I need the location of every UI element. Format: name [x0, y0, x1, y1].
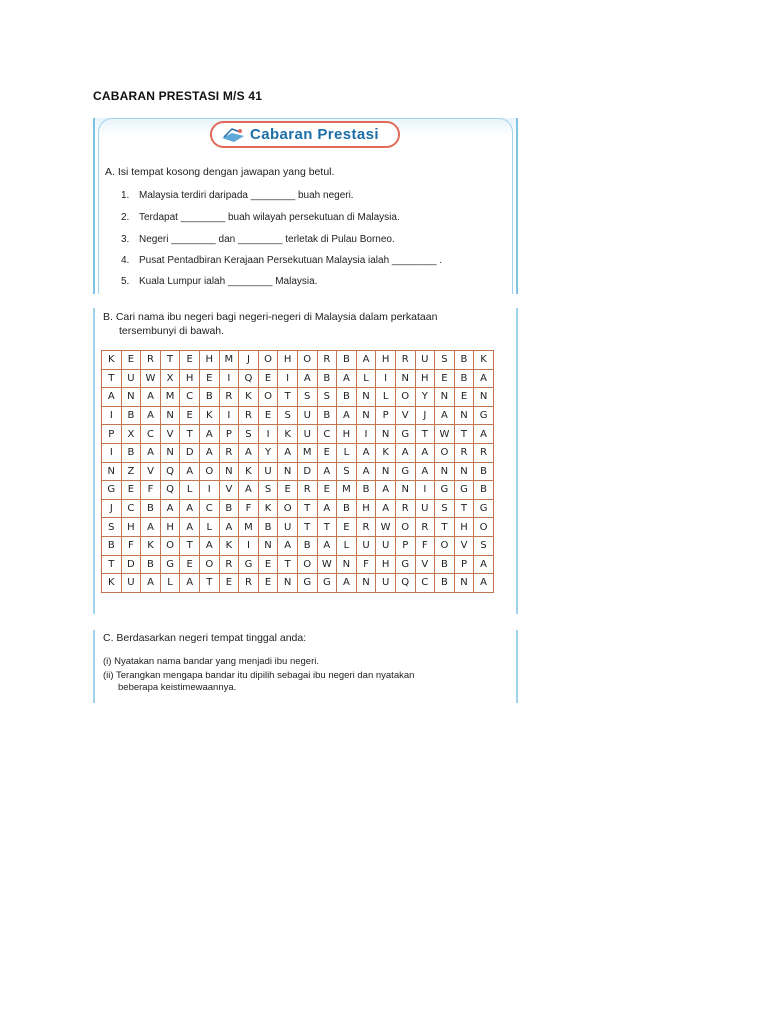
grid-cell: K	[239, 388, 259, 407]
grid-cell: G	[297, 574, 317, 593]
grid-cell: B	[454, 369, 474, 388]
grid-cell: M	[160, 388, 180, 407]
grid-cell: T	[199, 574, 219, 593]
grid-cell: U	[297, 425, 317, 444]
grid-cell: J	[102, 499, 122, 518]
grid-cell: M	[219, 351, 239, 370]
grid-cell: T	[454, 499, 474, 518]
grid-cell: T	[160, 351, 180, 370]
grid-cell: N	[376, 462, 396, 481]
grid-cell: B	[317, 406, 337, 425]
grid-cell: E	[337, 518, 357, 537]
grid-cell: E	[219, 574, 239, 593]
grid-cell: K	[102, 574, 122, 593]
grid-cell: W	[141, 369, 161, 388]
grid-cell: V	[415, 555, 435, 574]
grid-cell: A	[180, 518, 200, 537]
grid-cell: B	[258, 518, 278, 537]
grid-cell: E	[258, 369, 278, 388]
worksheet-scan	[93, 118, 518, 703]
section-a-panel	[93, 118, 518, 294]
grid-cell: B	[121, 406, 141, 425]
grid-cell: E	[199, 369, 219, 388]
grid-cell: D	[121, 555, 141, 574]
grid-cell: A	[356, 351, 376, 370]
grid-cell: T	[317, 518, 337, 537]
grid-cell: B	[337, 351, 357, 370]
grid-cell: E	[435, 369, 455, 388]
grid-cell: J	[415, 406, 435, 425]
grid-cell: A	[297, 369, 317, 388]
grid-row	[102, 481, 494, 500]
grid-cell: A	[180, 499, 200, 518]
grid-row	[102, 388, 494, 407]
grid-cell: N	[474, 388, 494, 407]
grid-cell: K	[141, 536, 161, 555]
grid-cell: P	[395, 536, 415, 555]
grid-cell: A	[239, 443, 259, 462]
grid-cell: A	[141, 443, 161, 462]
grid-cell: N	[395, 369, 415, 388]
grid-cell: H	[376, 555, 396, 574]
grid-cell: R	[356, 518, 376, 537]
grid-cell: K	[219, 536, 239, 555]
grid-cell: S	[435, 351, 455, 370]
grid-cell: A	[180, 574, 200, 593]
grid-cell: I	[199, 481, 219, 500]
grid-cell: V	[454, 536, 474, 555]
grid-cell: A	[356, 462, 376, 481]
grid-cell: R	[239, 406, 259, 425]
grid-cell: X	[160, 369, 180, 388]
grid-cell: B	[454, 351, 474, 370]
grid-cell: K	[102, 351, 122, 370]
grid-cell: A	[435, 406, 455, 425]
section-c-item-2-line2: beberapa keistimewaannya.	[118, 682, 237, 693]
grid-cell: I	[278, 369, 298, 388]
grid-row	[102, 425, 494, 444]
grid-cell: U	[376, 536, 396, 555]
grid-cell: A	[415, 443, 435, 462]
grid-cell: T	[435, 518, 455, 537]
grid-cell: F	[356, 555, 376, 574]
grid-row	[102, 462, 494, 481]
grid-cell: T	[102, 555, 122, 574]
grid-cell: B	[337, 388, 357, 407]
grid-cell: S	[317, 388, 337, 407]
grid-cell: O	[297, 555, 317, 574]
grid-cell: O	[395, 518, 415, 537]
grid-cell: S	[258, 481, 278, 500]
grid-cell: H	[199, 351, 219, 370]
grid-cell: V	[395, 406, 415, 425]
grid-cell: A	[337, 369, 357, 388]
grid-cell: U	[258, 462, 278, 481]
grid-cell: F	[141, 481, 161, 500]
grid-cell: O	[258, 351, 278, 370]
grid-cell: G	[102, 481, 122, 500]
grid-cell: G	[474, 406, 494, 425]
grid-cell: R	[141, 351, 161, 370]
grid-cell: T	[102, 369, 122, 388]
grid-cell: L	[160, 574, 180, 593]
grid-cell: U	[415, 499, 435, 518]
grid-cell: A	[474, 555, 494, 574]
grid-cell: N	[219, 462, 239, 481]
grid-cell: A	[415, 462, 435, 481]
grid-cell: N	[454, 406, 474, 425]
grid-cell: A	[239, 481, 259, 500]
grid-cell: A	[474, 425, 494, 444]
grid-cell: W	[317, 555, 337, 574]
grid-cell: O	[435, 536, 455, 555]
grid-cell: N	[121, 388, 141, 407]
grid-cell: A	[376, 481, 396, 500]
grid-cell: B	[102, 536, 122, 555]
grid-cell: A	[141, 518, 161, 537]
grid-cell: C	[180, 388, 200, 407]
grid-row	[102, 351, 494, 370]
grid-cell: X	[121, 425, 141, 444]
grid-cell: L	[337, 536, 357, 555]
grid-cell: R	[395, 351, 415, 370]
grid-cell: B	[337, 499, 357, 518]
grid-cell: J	[239, 351, 259, 370]
grid-cell: I	[239, 536, 259, 555]
grid-cell: P	[454, 555, 474, 574]
grid-row	[102, 443, 494, 462]
grid-cell: E	[121, 351, 141, 370]
grid-cell: B	[141, 499, 161, 518]
grid-cell: G	[395, 425, 415, 444]
grid-cell: A	[160, 499, 180, 518]
grid-cell: D	[180, 443, 200, 462]
grid-cell: B	[474, 462, 494, 481]
grid-cell: R	[239, 574, 259, 593]
question-2: 2. Terdapat ________ buah wilayah persekutuan di Malaysia.	[121, 212, 400, 223]
grid-cell: N	[454, 574, 474, 593]
section-b-title-line2: tersembunyi di bawah.	[119, 325, 225, 337]
grid-cell: A	[474, 574, 494, 593]
grid-cell: T	[454, 425, 474, 444]
grid-cell: R	[219, 388, 239, 407]
section-b-panel	[93, 308, 518, 614]
grid-cell: A	[219, 518, 239, 537]
grid-cell: V	[141, 462, 161, 481]
grid-cell: U	[297, 406, 317, 425]
grid-cell: K	[376, 443, 396, 462]
grid-cell: P	[219, 425, 239, 444]
grid-cell: E	[317, 443, 337, 462]
grid-cell: Q	[160, 462, 180, 481]
grid-cell: R	[317, 351, 337, 370]
grid-cell: B	[435, 574, 455, 593]
grid-cell: L	[337, 443, 357, 462]
grid-cell: N	[356, 388, 376, 407]
grid-cell: R	[454, 443, 474, 462]
grid-cell: W	[435, 425, 455, 444]
grid-cell: N	[435, 388, 455, 407]
grid-cell: I	[102, 443, 122, 462]
grid-cell: K	[474, 351, 494, 370]
grid-cell: I	[219, 406, 239, 425]
grid-row	[102, 574, 494, 593]
grid-cell: E	[258, 574, 278, 593]
grid-cell: W	[376, 518, 396, 537]
grid-cell: Q	[395, 574, 415, 593]
grid-cell: A	[278, 443, 298, 462]
grid-cell: L	[356, 369, 376, 388]
grid-cell: F	[121, 536, 141, 555]
grid-cell: R	[474, 443, 494, 462]
grid-cell: Q	[239, 369, 259, 388]
section-a-title: A. Isi tempat kosong dengan jawapan yang betul.	[105, 166, 335, 178]
grid-cell: A	[474, 369, 494, 388]
grid-cell: M	[337, 481, 357, 500]
grid-cell: N	[376, 425, 396, 444]
grid-cell: K	[239, 462, 259, 481]
grid-cell: Q	[160, 481, 180, 500]
grid-cell: O	[160, 536, 180, 555]
grid-cell: U	[356, 536, 376, 555]
grid-cell: N	[160, 406, 180, 425]
grid-cell: R	[219, 443, 239, 462]
grid-cell: A	[317, 462, 337, 481]
grid-cell: U	[376, 574, 396, 593]
grid-cell: A	[317, 536, 337, 555]
question-1: 1. Malaysia terdiri daripada ________ buah negeri.	[121, 190, 354, 201]
grid-cell: U	[278, 518, 298, 537]
grid-cell: O	[297, 351, 317, 370]
grid-row	[102, 499, 494, 518]
grid-cell: A	[317, 499, 337, 518]
grid-cell: K	[199, 406, 219, 425]
grid-cell: A	[102, 388, 122, 407]
grid-cell: A	[141, 388, 161, 407]
grid-cell: E	[121, 481, 141, 500]
grid-cell: R	[415, 518, 435, 537]
grid-cell: N	[160, 443, 180, 462]
grid-cell: S	[435, 499, 455, 518]
grid-cell: E	[258, 555, 278, 574]
grid-cell: Z	[121, 462, 141, 481]
grid-cell: O	[474, 518, 494, 537]
question-3: 3. Negeri ________ dan ________ terletak di Pulau Borneo.	[121, 234, 395, 245]
section-c-item-2-line1: (ii) Terangkan mengapa bandar itu dipilih sebagai ibu negeri dan nyatakan	[103, 670, 415, 681]
banner	[210, 121, 400, 148]
grid-cell: E	[454, 388, 474, 407]
grid-cell: N	[278, 574, 298, 593]
grid-cell: G	[317, 574, 337, 593]
grid-cell: N	[337, 555, 357, 574]
grid-cell: H	[337, 425, 357, 444]
grid-cell: A	[356, 443, 376, 462]
grid-cell: L	[199, 518, 219, 537]
section-b-title-line1: B. Cari nama ibu negeri bagi negeri-negeri di Malaysia dalam perkataan	[103, 311, 438, 323]
document-heading: CABARAN PRESTASI M/S 41	[93, 89, 263, 103]
grid-cell: V	[160, 425, 180, 444]
grid-row	[102, 406, 494, 425]
grid-cell: N	[356, 406, 376, 425]
grid-cell: N	[356, 574, 376, 593]
word-search-grid	[101, 350, 494, 593]
grid-cell: H	[356, 499, 376, 518]
grid-cell: N	[435, 462, 455, 481]
grid-cell: L	[376, 388, 396, 407]
section-c-title: C. Berdasarkan negeri tempat tinggal anda:	[103, 632, 307, 644]
grid-cell: Y	[258, 443, 278, 462]
banner-title: Cabaran Prestasi	[250, 126, 379, 143]
grid-cell: N	[278, 462, 298, 481]
grid-cell: N	[395, 481, 415, 500]
grid-cell: A	[278, 536, 298, 555]
grid-cell: S	[239, 425, 259, 444]
grid-row	[102, 536, 494, 555]
grid-cell: T	[180, 536, 200, 555]
grid-cell: B	[199, 388, 219, 407]
grid-cell: H	[180, 369, 200, 388]
grid-cell: E	[180, 351, 200, 370]
grid-cell: T	[297, 518, 317, 537]
grid-cell: I	[219, 369, 239, 388]
grid-cell: G	[435, 481, 455, 500]
grid-cell: A	[395, 443, 415, 462]
grid-cell: S	[474, 536, 494, 555]
grid-cell: T	[415, 425, 435, 444]
grid-cell: I	[356, 425, 376, 444]
grid-cell: U	[415, 351, 435, 370]
grid-cell: B	[141, 555, 161, 574]
grid-cell: A	[337, 406, 357, 425]
section-c-panel	[93, 630, 518, 703]
grid-cell: O	[199, 462, 219, 481]
grid-cell: N	[258, 536, 278, 555]
grid-cell: A	[337, 574, 357, 593]
grid-cell: P	[376, 406, 396, 425]
grid-cell: H	[454, 518, 474, 537]
grid-cell: G	[395, 462, 415, 481]
grid-cell: M	[239, 518, 259, 537]
grid-cell: E	[180, 406, 200, 425]
grid-cell: V	[219, 481, 239, 500]
grid-cell: E	[180, 555, 200, 574]
grid-cell: T	[297, 499, 317, 518]
book-icon	[220, 126, 246, 144]
grid-cell: I	[376, 369, 396, 388]
grid-cell: O	[258, 388, 278, 407]
grid-cell: S	[102, 518, 122, 537]
grid-cell: I	[102, 406, 122, 425]
grid-cell: H	[415, 369, 435, 388]
grid-cell: O	[199, 555, 219, 574]
grid-cell: B	[297, 536, 317, 555]
section-c-item-1: (i) Nyatakan nama bandar yang menjadi ibu negeri.	[103, 656, 319, 667]
grid-row	[102, 518, 494, 537]
grid-cell: F	[239, 499, 259, 518]
grid-cell: H	[278, 351, 298, 370]
grid-cell: T	[278, 388, 298, 407]
grid-cell: B	[317, 369, 337, 388]
grid-cell: A	[199, 425, 219, 444]
grid-cell: S	[337, 462, 357, 481]
grid-cell: N	[102, 462, 122, 481]
grid-cell: A	[376, 499, 396, 518]
grid-cell: C	[317, 425, 337, 444]
grid-cell: T	[180, 425, 200, 444]
grid-cell: G	[239, 555, 259, 574]
grid-cell: H	[376, 351, 396, 370]
grid-cell: A	[180, 462, 200, 481]
grid-cell: R	[297, 481, 317, 500]
grid-cell: E	[317, 481, 337, 500]
grid-cell: E	[258, 406, 278, 425]
grid-cell: S	[297, 388, 317, 407]
grid-cell: N	[454, 462, 474, 481]
grid-cell: A	[199, 443, 219, 462]
question-5: 5. Kuala Lumpur ialah ________ Malaysia.	[121, 276, 318, 287]
grid-cell: B	[219, 499, 239, 518]
grid-cell: T	[278, 555, 298, 574]
grid-cell: E	[278, 481, 298, 500]
grid-cell: C	[199, 499, 219, 518]
question-4: 4. Pusat Pentadbiran Kerajaan Persekutuan Malaysia ialah ________ .	[121, 255, 442, 266]
grid-cell: O	[395, 388, 415, 407]
grid-cell: K	[258, 499, 278, 518]
grid-cell: K	[278, 425, 298, 444]
grid-cell: P	[102, 425, 122, 444]
grid-cell: L	[180, 481, 200, 500]
grid-cell: G	[160, 555, 180, 574]
grid-cell: A	[141, 574, 161, 593]
grid-cell: S	[278, 406, 298, 425]
grid-cell: C	[415, 574, 435, 593]
grid-cell: B	[121, 443, 141, 462]
grid-cell: G	[474, 499, 494, 518]
grid-cell: I	[258, 425, 278, 444]
grid-cell: D	[297, 462, 317, 481]
grid-cell: B	[435, 555, 455, 574]
grid-row	[102, 555, 494, 574]
grid-cell: R	[219, 555, 239, 574]
grid-cell: B	[474, 481, 494, 500]
grid-row	[102, 369, 494, 388]
grid-cell: O	[278, 499, 298, 518]
grid-cell: H	[121, 518, 141, 537]
grid-cell: F	[415, 536, 435, 555]
grid-cell: H	[160, 518, 180, 537]
grid-cell: A	[199, 536, 219, 555]
grid-cell: A	[141, 406, 161, 425]
grid-cell: I	[415, 481, 435, 500]
grid-cell: C	[141, 425, 161, 444]
grid-cell: Y	[415, 388, 435, 407]
grid-cell: G	[395, 555, 415, 574]
grid-cell: U	[121, 369, 141, 388]
grid-cell: C	[121, 499, 141, 518]
grid-cell: G	[454, 481, 474, 500]
grid-cell: M	[297, 443, 317, 462]
grid-cell: R	[395, 499, 415, 518]
grid-cell: B	[356, 481, 376, 500]
grid-cell: U	[121, 574, 141, 593]
grid-cell: O	[435, 443, 455, 462]
